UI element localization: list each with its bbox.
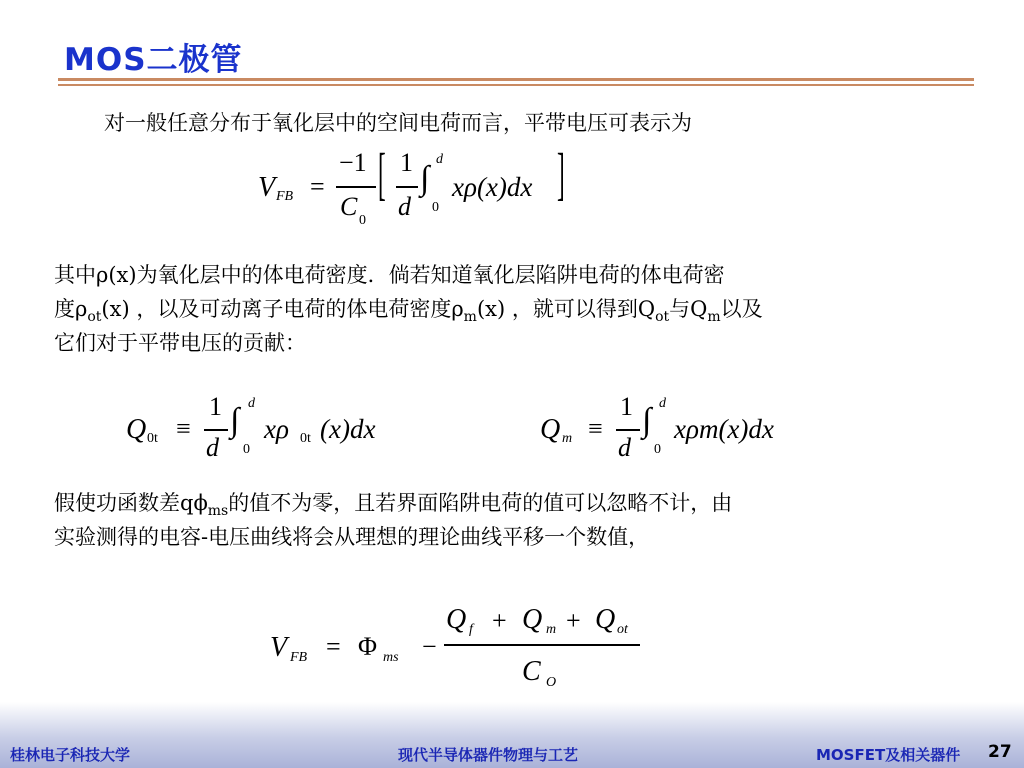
eq1-inner-den: d — [398, 192, 411, 221]
eq2-body-a: xρ — [264, 414, 289, 444]
eq2-lower: 0 — [243, 442, 250, 457]
eq3-upper: d — [659, 396, 666, 411]
eq4-den: C — [522, 656, 541, 687]
eq2-upper: d — [248, 396, 255, 411]
p2-line2: 度$\rho_{ot}(x)$ ，以及可动离子电荷的体电荷密度$\rho_m(x)$ ，就可以得到$Q_{ot}$与$Q_m$以及 — [54, 297, 763, 326]
eq4-minus: − — [422, 632, 437, 661]
p3-line1: 假使功函数差$q\phi_{ms}$的值不为零，且若界面陷阱电荷的值可以忽略不计，由 — [54, 491, 733, 520]
page-number: 27 — [988, 742, 1012, 762]
eq2-lhs: Q — [126, 414, 147, 445]
eq4-equals: = — [326, 632, 341, 661]
eq1-bracket-left: [ — [378, 141, 386, 206]
eq3-den: d — [618, 433, 631, 462]
eq3-num: 1 — [620, 392, 633, 421]
footer-chapter: MOSFET及相关器件 — [816, 746, 961, 764]
eq4-phi-sub: ms — [383, 650, 399, 665]
title-rule-bottom — [58, 84, 974, 86]
footer-course: 现代半导体器件物理与工艺 — [398, 746, 579, 764]
eq4-qm-sub: m — [546, 622, 557, 637]
eq2-equiv: ≡ — [176, 414, 191, 443]
eq4-lhs-sub: FB — [290, 650, 308, 665]
footer-university: 桂林电子科技大学 — [10, 746, 131, 764]
eq3-body: xρm(x)dx — [674, 414, 774, 444]
eq3-integral-icon: ∫ — [642, 402, 652, 439]
eq4-qf: Q — [446, 604, 467, 635]
eq4-qm: Q — [522, 604, 543, 635]
eq1-den: C — [340, 192, 358, 221]
eq2-integral-icon: ∫ — [230, 402, 240, 439]
eq1-lower: 0 — [432, 200, 439, 215]
eq1-upper: d — [436, 152, 443, 167]
eq4-qf-sub: f — [469, 622, 473, 637]
eq1-equals: = — [310, 172, 325, 201]
title-rule-top — [58, 78, 974, 81]
eq4-plus2: + — [566, 606, 581, 635]
eq3-lhs-sub: m — [562, 431, 573, 446]
eq4-qot-sub: ot — [617, 622, 628, 637]
eq1-den-sub: 0 — [359, 213, 366, 228]
paragraph-work-function — [54, 486, 984, 554]
eq3-lower: 0 — [654, 442, 661, 457]
eq4-den-sub: O — [546, 675, 557, 690]
eq1-bracket-right: ] — [557, 141, 565, 206]
p2-line1: 其中ρ(x)为氧化层中的体电荷密度．倘若知道氧化层陷阱电荷的体电荷密 — [54, 263, 725, 287]
eq4-qot: Q — [595, 604, 616, 635]
eq4-lhs: V — [270, 632, 288, 663]
eq4-phi: Φ — [358, 632, 378, 661]
eq2-num: 1 — [209, 392, 222, 421]
eq1-lhs-sub: FB — [276, 189, 294, 204]
paragraph-intro: 对一般任意分布于氧化层中的空间电荷而言，平带电压可表示为 — [104, 111, 692, 135]
eq2-lhs-sub: 0t — [147, 431, 158, 446]
eq3-lhs: Q — [540, 414, 561, 445]
eq2-body-b: (x)dx — [320, 414, 376, 444]
paragraph-charge-density — [54, 258, 984, 360]
eq1-integral-icon: ∫ — [420, 160, 430, 197]
eq1-body: xρ(x)dx — [452, 172, 533, 202]
eq1-inner-num: 1 — [400, 148, 413, 177]
eq1-lhs: V — [258, 172, 276, 203]
eq4-plus1: + — [492, 606, 507, 635]
slide-title: MOS二极管 — [64, 42, 243, 78]
eq2-den: d — [206, 433, 219, 462]
eq2-body-sub: 0t — [300, 431, 311, 446]
eq3-equiv: ≡ — [588, 414, 603, 443]
p2-line3: 它们对于平带电压的贡献： — [54, 331, 306, 355]
eq1-num: −1 — [339, 148, 367, 177]
p3-line2: 实验测得的电容-电压曲线将会从理想的理论曲线平移一个数值， — [54, 525, 650, 549]
